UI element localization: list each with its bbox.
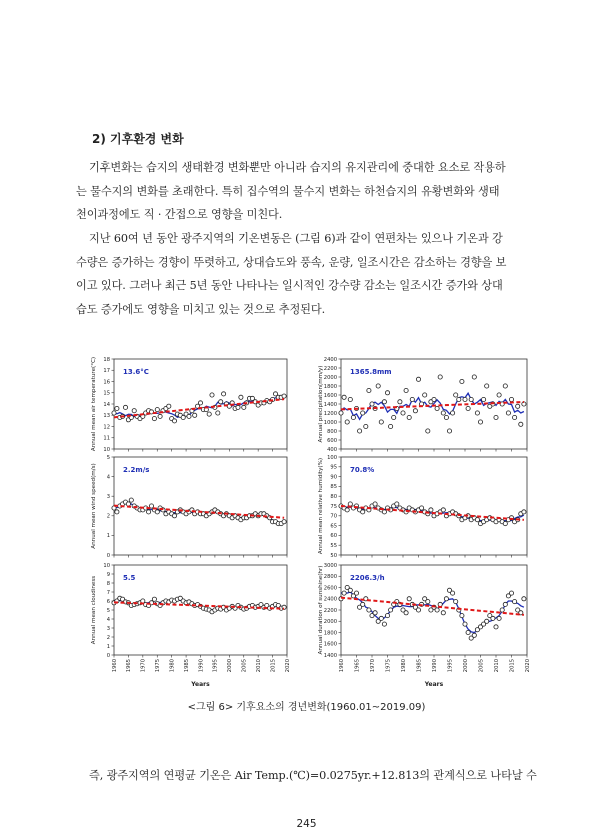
data-point <box>361 602 365 606</box>
chart-panel-1 <box>91 357 287 453</box>
paragraph-line: 기후변화는 습지의 생태환경 변화뿐만 아니라 습지의 유지관리에 중대한 요소로 작용하 <box>89 161 506 174</box>
data-point <box>152 417 156 421</box>
y-tick-label: 18 <box>103 356 110 363</box>
x-tick-label: 2010 <box>493 659 500 673</box>
y-tick-label: 5 <box>106 607 110 614</box>
x-tick-label: 1995 <box>447 659 454 673</box>
data-point <box>410 397 414 401</box>
data-point <box>210 393 214 397</box>
data-point <box>426 429 430 433</box>
y-axis-label: Annual duration of sunshine(hr) <box>318 565 324 655</box>
data-point <box>167 404 171 408</box>
chart-annotation: 1365.8mm <box>350 368 392 376</box>
data-point <box>282 520 286 524</box>
data-point <box>354 591 358 595</box>
data-point <box>361 411 365 415</box>
data-point <box>155 510 159 514</box>
data-point <box>444 597 448 601</box>
data-point <box>207 412 211 416</box>
data-point <box>398 400 402 404</box>
x-tick-label: 2015 <box>509 659 516 673</box>
x-tick-label: 1995 <box>212 659 219 673</box>
x-tick-label: 1970 <box>140 659 147 673</box>
x-axis-label: Years <box>424 681 444 688</box>
data-point <box>522 510 526 514</box>
data-point <box>348 397 352 401</box>
y-tick-label: 95 <box>330 464 337 471</box>
y-tick-label: 75 <box>330 503 337 510</box>
data-point <box>392 415 396 419</box>
y-tick-label: 65 <box>330 523 337 530</box>
figure-caption: <그림 6> 기후요소의 경년변화(1960.01~2019.09) <box>187 702 426 713</box>
data-point <box>469 397 473 401</box>
data-point <box>115 510 119 514</box>
data-point <box>129 498 133 502</box>
data-point <box>451 591 455 595</box>
y-tick-label: 2600 <box>323 585 337 592</box>
data-point <box>385 614 389 618</box>
data-point <box>282 394 286 398</box>
y-tick-label: 12 <box>103 424 110 431</box>
y-tick-label: 70 <box>330 513 337 520</box>
data-point <box>348 588 352 592</box>
y-tick-label: 85 <box>330 484 337 491</box>
y-axis-label: Annual mean air temperature(°C) <box>91 356 97 452</box>
paragraph-line: 즉, 광주지역의 연평균 기온은 Air Temp.(℃)=0.0275yr.+12.813의 관계식으로 나타날 수 <box>89 769 537 782</box>
y-tick-label: 4 <box>106 616 110 623</box>
data-point <box>463 397 467 401</box>
data-point <box>466 630 470 634</box>
data-point <box>497 616 501 620</box>
data-point <box>358 429 362 433</box>
paragraph-line: 천이과정에도 직 · 간접으로 영향을 미친다. <box>76 208 283 221</box>
data-point <box>475 518 479 522</box>
data-point <box>435 608 439 612</box>
data-point <box>463 622 467 626</box>
data-point <box>348 502 352 506</box>
data-point <box>152 597 156 601</box>
data-point <box>485 384 489 388</box>
data-point <box>132 409 136 413</box>
y-tick-label: 80 <box>330 494 337 500</box>
data-point <box>198 401 202 405</box>
x-tick-label: 1970 <box>369 659 376 673</box>
y-tick-label: 16 <box>103 379 110 386</box>
data-point <box>509 591 513 595</box>
y-tick-label: 50 <box>330 552 337 559</box>
data-point <box>404 388 408 392</box>
y-tick-label: 3000 <box>323 562 337 569</box>
data-point <box>429 508 433 512</box>
data-point <box>451 411 455 415</box>
data-point <box>454 393 458 397</box>
y-tick-label: 2400 <box>323 356 337 363</box>
y-tick-label: 4 <box>106 474 110 481</box>
data-point <box>367 608 371 612</box>
data-point <box>216 411 220 415</box>
plot-frame <box>114 565 287 655</box>
data-point <box>475 411 479 415</box>
x-tick-label: 1980 <box>400 659 407 673</box>
data-point <box>413 409 417 413</box>
paragraph-1 <box>76 156 538 227</box>
data-point <box>522 597 526 601</box>
data-point <box>345 508 349 512</box>
data-point <box>478 420 482 424</box>
y-tick-label: 55 <box>330 543 337 549</box>
data-point <box>435 406 439 410</box>
paragraph-line: 습도 증가에도 영향을 미치고 있는 것으로 추정된다. <box>76 302 326 316</box>
data-point <box>389 424 393 428</box>
data-point <box>500 608 504 612</box>
data-point <box>438 375 442 379</box>
paragraph-line: 이고 있다. 그러나 최근 5년 동안 나타나는 일시적인 강수량 감소는 일조시간 증가와 상대 <box>76 279 503 292</box>
x-tick-label: 1985 <box>183 659 190 673</box>
data-point <box>454 600 458 604</box>
y-tick-label: 2800 <box>323 574 337 581</box>
y-tick-label: 10 <box>103 562 110 569</box>
y-tick-label: 1 <box>106 533 110 540</box>
x-tick-label: 1975 <box>385 659 392 673</box>
data-point <box>126 502 130 506</box>
data-point <box>239 395 243 399</box>
data-point <box>219 400 223 404</box>
data-point <box>513 600 517 604</box>
data-point <box>172 419 176 423</box>
data-point <box>382 400 386 404</box>
x-tick-label: 2015 <box>270 659 277 673</box>
x-tick-label: 1965 <box>126 659 133 673</box>
data-point <box>426 600 430 604</box>
y-axis-label: Annual precipitation(mm/y) <box>318 365 324 443</box>
x-tick-label: 1960 <box>111 659 118 673</box>
data-point <box>370 402 374 406</box>
y-tick-label: 60 <box>330 533 337 540</box>
data-point <box>407 597 411 601</box>
y-tick-label: 2 <box>106 513 110 520</box>
data-point <box>395 502 399 506</box>
chart-panel-3 <box>91 455 287 559</box>
x-tick-label: 1975 <box>155 659 162 673</box>
data-point <box>472 375 476 379</box>
paragraph-line: 지난 60여 년 동안 광주지역의 기온변동은 (그림 6)과 같이 연편차는 있으나 기온과 강 <box>89 232 503 245</box>
climate-figure <box>80 355 540 690</box>
x-tick-label: 2000 <box>462 659 469 673</box>
data-point <box>513 415 517 419</box>
data-point <box>506 411 510 415</box>
y-tick-label: 1600 <box>323 392 337 399</box>
y-tick-label: 2000 <box>323 619 337 626</box>
data-point <box>404 611 408 615</box>
y-tick-label: 17 <box>103 368 110 375</box>
y-tick-label: 1400 <box>323 401 337 408</box>
data-point <box>364 424 368 428</box>
data-point <box>339 411 343 415</box>
data-point <box>423 393 427 397</box>
x-tick-label: 1985 <box>416 659 423 673</box>
data-point <box>123 405 127 409</box>
data-point <box>115 406 119 410</box>
y-axis-label: Annual mean relative humidity(%) <box>318 457 324 555</box>
data-point <box>373 502 377 506</box>
y-tick-label: 8 <box>106 580 110 587</box>
y-tick-label: 3 <box>106 625 110 632</box>
data-point <box>432 397 436 401</box>
y-tick-label: 0 <box>106 652 110 659</box>
chart-annotation: 5.5 <box>123 574 136 582</box>
y-tick-label: 13 <box>103 413 110 420</box>
data-point <box>112 411 116 415</box>
y-tick-label: 11 <box>103 435 110 442</box>
data-point <box>389 608 393 612</box>
y-tick-label: 14 <box>103 401 110 408</box>
data-point <box>466 406 470 410</box>
data-point <box>420 506 424 510</box>
data-point <box>472 633 476 637</box>
x-axis-label: Years <box>191 681 210 688</box>
data-point <box>516 404 520 408</box>
section-heading: 2) 기후환경 변화 <box>92 132 184 146</box>
y-tick-label: 90 <box>330 474 337 481</box>
y-axis-label: Annual mean wind speed(m/s) <box>91 463 97 549</box>
x-tick-label: 2005 <box>241 659 248 673</box>
y-tick-label: 7 <box>106 589 110 596</box>
y-tick-label: 1400 <box>323 652 337 659</box>
data-point <box>482 397 486 401</box>
y-tick-label: 1200 <box>323 410 337 417</box>
paragraph-line: 는 물수지의 변화를 초래한다. 특히 집수역의 물수지 변화는 하천습지의 유황변화와 생태 <box>76 184 500 198</box>
data-point <box>503 602 507 606</box>
chart-panel-6 <box>318 563 531 688</box>
data-point <box>193 413 197 417</box>
data-point <box>172 514 176 518</box>
x-tick-label: 2010 <box>255 659 262 673</box>
x-tick-label: 2020 <box>284 659 291 673</box>
chart-annotation: 70.8% <box>350 466 375 474</box>
chart-annotation: 13.6°C <box>123 368 149 376</box>
data-point <box>441 411 445 415</box>
data-point <box>158 414 162 418</box>
paragraph-line: 수량은 증가하는 경향이 뚜렷하고, 상대습도와 풍속, 운량, 일조시간은 감소하는 경향을 보 <box>76 255 507 269</box>
x-tick-label: 1965 <box>354 659 361 673</box>
data-point <box>379 616 383 620</box>
y-tick-label: 2 <box>106 634 110 641</box>
data-point <box>342 591 346 595</box>
y-tick-label: 2000 <box>323 374 337 381</box>
data-point <box>382 510 386 514</box>
data-point <box>519 422 523 426</box>
data-point <box>447 429 451 433</box>
page-number: 245 <box>296 818 317 830</box>
data-point <box>497 393 501 397</box>
y-tick-label: 2200 <box>323 607 337 614</box>
x-tick-label: 2005 <box>478 659 485 673</box>
y-tick-label: 1800 <box>323 383 337 390</box>
x-tick-label: 2000 <box>227 659 234 673</box>
y-tick-label: 6 <box>106 598 110 605</box>
y-tick-label: 0 <box>106 552 110 559</box>
chart-annotation: 2.2m/s <box>123 466 150 474</box>
y-tick-label: 3 <box>106 494 110 500</box>
data-point <box>376 384 380 388</box>
data-point <box>367 388 371 392</box>
data-point <box>491 616 495 620</box>
x-tick-label: 1990 <box>431 659 438 673</box>
data-point <box>494 625 498 629</box>
data-point <box>382 622 386 626</box>
data-point <box>509 397 513 401</box>
data-point <box>187 414 191 418</box>
y-tick-label: 100 <box>327 454 337 461</box>
y-tick-label: 15 <box>103 390 110 397</box>
data-point <box>416 608 420 612</box>
data-point <box>503 384 507 388</box>
data-point <box>503 522 507 526</box>
chart-panel-5 <box>91 563 291 688</box>
data-point <box>351 415 355 419</box>
climate-charts-svg <box>80 355 540 690</box>
data-point <box>494 415 498 419</box>
y-tick-label: 9 <box>106 571 110 578</box>
y-tick-label: 800 <box>327 428 337 435</box>
data-point <box>457 397 461 401</box>
data-point <box>385 391 389 395</box>
data-point <box>342 395 346 399</box>
data-point <box>441 611 445 615</box>
y-tick-label: 400 <box>327 446 337 453</box>
x-tick-label: 1980 <box>169 659 176 673</box>
data-point <box>242 405 246 409</box>
data-point <box>460 614 464 618</box>
data-point <box>444 415 448 419</box>
y-tick-label: 1000 <box>323 419 337 426</box>
data-point <box>379 420 383 424</box>
y-tick-label: 600 <box>327 437 337 444</box>
paragraph-2 <box>76 227 538 321</box>
chart-panel-2 <box>318 357 527 453</box>
data-point <box>361 510 365 514</box>
data-point <box>236 405 240 409</box>
y-tick-label: 2400 <box>323 596 337 603</box>
y-axis-label: Annual mean cloudiness <box>91 575 97 645</box>
data-point <box>441 508 445 512</box>
y-tick-label: 5 <box>106 454 110 461</box>
y-tick-label: 1800 <box>323 630 337 637</box>
y-tick-label: 10 <box>103 446 110 453</box>
data-point <box>147 510 151 514</box>
data-point <box>373 611 377 615</box>
x-tick-label: 2020 <box>524 659 531 673</box>
data-point <box>485 619 489 623</box>
data-point <box>407 415 411 419</box>
data-point <box>222 392 226 396</box>
paragraph-3 <box>76 764 538 788</box>
y-tick-label: 1600 <box>323 641 337 648</box>
x-tick-label: 1990 <box>198 659 205 673</box>
y-tick-label: 2200 <box>323 365 337 372</box>
data-point <box>401 411 405 415</box>
data-point <box>460 379 464 383</box>
x-tick-label: 1960 <box>338 659 345 673</box>
data-point <box>416 377 420 381</box>
data-point <box>345 420 349 424</box>
data-point <box>155 408 159 412</box>
chart-annotation: 2206.3/h <box>350 574 385 582</box>
chart-panel-4 <box>318 455 527 559</box>
y-tick-label: 1 <box>106 643 110 650</box>
